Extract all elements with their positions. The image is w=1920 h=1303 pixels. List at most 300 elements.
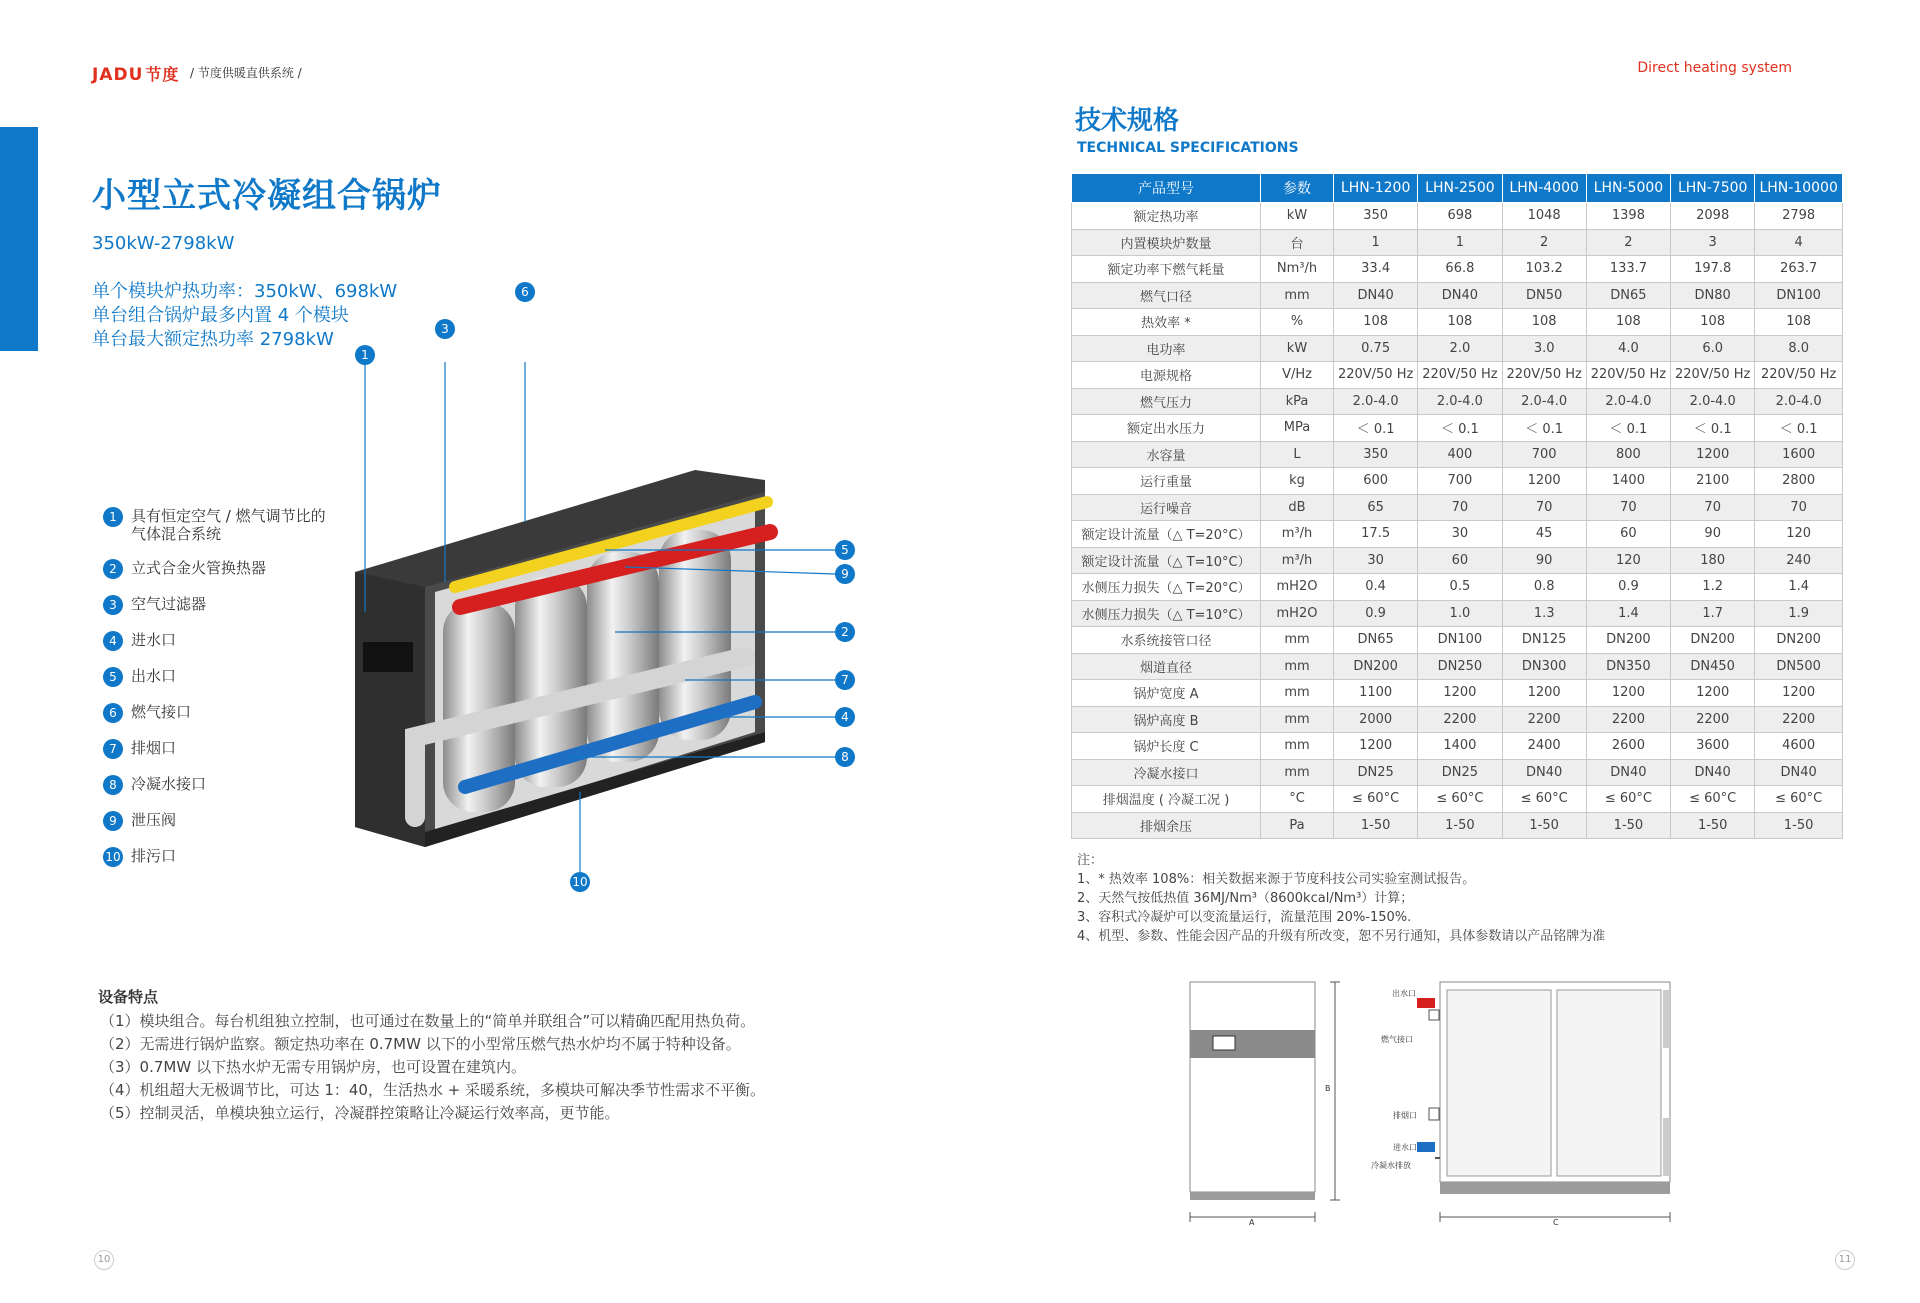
legend-number: 9: [103, 811, 123, 831]
table-cell: DN350: [1586, 653, 1670, 680]
table-cell: 70: [1671, 494, 1755, 521]
table-cell: 66.8: [1418, 256, 1502, 283]
table-cell: 2200: [1671, 706, 1755, 733]
table-header-cell: LHN-5000: [1586, 174, 1670, 203]
table-cell: 263.7: [1755, 256, 1843, 283]
table-cell: 2400: [1502, 733, 1586, 760]
table-cell: 2.0-4.0: [1502, 388, 1586, 415]
table-cell: ≤ 60°C: [1755, 786, 1843, 813]
table-cell: 1100: [1334, 680, 1418, 707]
table-cell: DN40: [1502, 759, 1586, 786]
table-cell: 4: [1755, 229, 1843, 256]
table-cell: 4.0: [1586, 335, 1670, 362]
boiler-illustration: [355, 285, 855, 889]
callout-3: 3: [435, 319, 455, 339]
notes: [1077, 851, 1605, 946]
table-cell: 运行噪音: [1072, 494, 1261, 521]
table-cell: 2100: [1671, 468, 1755, 495]
table-cell: L: [1261, 441, 1334, 468]
label-gas: 燃气接口: [1381, 1035, 1413, 1044]
callout-6: 6: [515, 282, 535, 302]
table-cell: 6.0: [1671, 335, 1755, 362]
table-cell: 0.8: [1502, 574, 1586, 601]
table-cell: 2800: [1755, 468, 1843, 495]
legend-number: 7: [103, 739, 123, 759]
note-line: 注：: [1077, 853, 1104, 868]
table-cell: Pa: [1261, 812, 1334, 839]
legend-number: 1: [103, 507, 123, 527]
label-flue: 排烟口: [1393, 1111, 1417, 1120]
table-cell: kPa: [1261, 388, 1334, 415]
legend-label: 立式合金火管换热器: [131, 559, 267, 577]
table-cell: 1-50: [1418, 812, 1502, 839]
table-cell: 220V/50 Hz: [1334, 362, 1418, 389]
table-row: [1072, 733, 1843, 760]
table-cell: mH2O: [1261, 600, 1334, 627]
table-cell: 内置模块炉数量: [1072, 229, 1261, 256]
legend-label: 进水口: [131, 631, 177, 649]
legend-label: 排污口: [131, 847, 177, 865]
label-outlet: 出水口: [1392, 989, 1416, 998]
table-cell: 45: [1502, 521, 1586, 548]
table-cell: 350: [1334, 203, 1418, 230]
table-cell: 1200: [1502, 680, 1586, 707]
table-cell: mm: [1261, 653, 1334, 680]
table-cell: 120: [1755, 521, 1843, 548]
table-cell: 额定设计流量（△ T=10°C）: [1072, 547, 1261, 574]
table-cell: 220V/50 Hz: [1418, 362, 1502, 389]
callout-4: 4: [835, 707, 855, 727]
table-cell: DN450: [1671, 653, 1755, 680]
table-header-cell: 参数: [1261, 174, 1334, 203]
table-cell: 额定热功率: [1072, 203, 1261, 230]
callout-1: 1: [355, 345, 375, 365]
table-row: [1072, 574, 1843, 601]
table-header-cell: LHN-4000: [1502, 174, 1586, 203]
table-row: [1072, 362, 1843, 389]
legend-number: 8: [103, 775, 123, 795]
table-header-cell: 产品型号: [1072, 174, 1261, 203]
table-cell: 额定设计流量（△ T=20°C）: [1072, 521, 1261, 548]
legend-number: 5: [103, 667, 123, 687]
table-row: [1072, 521, 1843, 548]
spec-summary: [92, 280, 397, 352]
table-header-cell: LHN-10000: [1755, 174, 1843, 203]
table-cell: 1600: [1755, 441, 1843, 468]
table-cell: 烟道直径: [1072, 653, 1261, 680]
table-cell: 1048: [1502, 203, 1586, 230]
table-cell: 水侧压力损失（△ T=10°C）: [1072, 600, 1261, 627]
table-cell: 1.2: [1671, 574, 1755, 601]
table-cell: DN200: [1755, 627, 1843, 654]
legend-label: 燃气接口: [131, 703, 192, 721]
table-cell: 70: [1418, 494, 1502, 521]
table-cell: 2.0-4.0: [1671, 388, 1755, 415]
legend-item: [103, 667, 373, 687]
table-cell: 1398: [1586, 203, 1670, 230]
table-cell: kW: [1261, 335, 1334, 362]
table-cell: 108: [1334, 309, 1418, 336]
table-cell: 电功率: [1072, 335, 1261, 362]
table-cell: 1200: [1334, 733, 1418, 760]
table-header-cell: LHN-7500: [1671, 174, 1755, 203]
callout-9: 9: [835, 564, 855, 584]
table-header-cell: LHN-2500: [1418, 174, 1502, 203]
table-cell: 排烟温度 ( 冷凝工况 ): [1072, 786, 1261, 813]
table-cell: 1.0: [1418, 600, 1502, 627]
table-cell: 2200: [1586, 706, 1670, 733]
legend-number: 10: [103, 847, 123, 867]
legend-label: 泄压阀: [131, 811, 177, 829]
label-condensate: 冷凝水排放: [1371, 1161, 1411, 1170]
table-cell: 60: [1586, 521, 1670, 548]
legend-label: 空气过滤器: [131, 595, 207, 613]
table-cell: 120: [1586, 547, 1670, 574]
table-cell: ≤ 60°C: [1671, 786, 1755, 813]
table-cell: 锅炉长度 C: [1072, 733, 1261, 760]
table-row: [1072, 468, 1843, 495]
table-cell: MPa: [1261, 415, 1334, 442]
table-row: [1072, 600, 1843, 627]
table-cell: 30: [1418, 521, 1502, 548]
table-cell: DN250: [1418, 653, 1502, 680]
table-header-row: [1072, 174, 1843, 203]
table-row: [1072, 653, 1843, 680]
note-line: 1、* 热效率 108%：相关数据来源于节度科技公司实验室测试报告。: [1077, 872, 1476, 887]
legend-label: 冷凝水接口: [131, 775, 207, 793]
table-cell: 0.5: [1418, 574, 1502, 601]
table-cell: ＜ 0.1: [1671, 415, 1755, 442]
table-cell: 65: [1334, 494, 1418, 521]
table-cell: 1.3: [1502, 600, 1586, 627]
table-cell: 1.9: [1755, 600, 1843, 627]
legend-item: [103, 739, 373, 759]
feature-item: （2）无需进行锅炉监察。额定热功率在 0.7MW 以下的小型常压燃气热水炉均不属于特种设备。: [100, 1035, 741, 1053]
table-cell: 30: [1334, 547, 1418, 574]
table-cell: 1400: [1418, 733, 1502, 760]
table-cell: m³/h: [1261, 547, 1334, 574]
table-cell: mm: [1261, 680, 1334, 707]
table-cell: 60: [1418, 547, 1502, 574]
spec-table: [1071, 173, 1843, 839]
table-cell: 70: [1755, 494, 1843, 521]
table-row: [1072, 547, 1843, 574]
label-dim-c: C: [1553, 1218, 1559, 1227]
table-cell: 1200: [1418, 680, 1502, 707]
table-cell: 1-50: [1586, 812, 1670, 839]
table-cell: 70: [1502, 494, 1586, 521]
table-cell: ＜ 0.1: [1502, 415, 1586, 442]
table-cell: 2.0-4.0: [1755, 388, 1843, 415]
table-cell: 电源规格: [1072, 362, 1261, 389]
table-cell: %: [1261, 309, 1334, 336]
legend-item: [103, 507, 373, 543]
table-cell: DN100: [1755, 282, 1843, 309]
table-cell: 燃气口径: [1072, 282, 1261, 309]
table-cell: °C: [1261, 786, 1334, 813]
table-cell: DN40: [1671, 759, 1755, 786]
table-cell: 2600: [1586, 733, 1670, 760]
legend-label: 排烟口: [131, 739, 177, 757]
legend-item: [103, 811, 373, 831]
table-cell: 燃气压力: [1072, 388, 1261, 415]
table-cell: 1-50: [1671, 812, 1755, 839]
feature-item: （5）控制灵活，单模块独立运行，冷凝群控策略让冷凝运行效率高，更节能。: [100, 1104, 620, 1122]
table-cell: DN200: [1586, 627, 1670, 654]
table-row: [1072, 680, 1843, 707]
table-cell: mm: [1261, 282, 1334, 309]
table-cell: DN40: [1755, 759, 1843, 786]
table-cell: mm: [1261, 706, 1334, 733]
spec-line: 单台组合锅炉最多内置 4 个模块: [92, 305, 349, 326]
callout-7: 7: [835, 670, 855, 690]
table-cell: 108: [1755, 309, 1843, 336]
feature-item: （3）0.7MW 以下热水炉无需专用锅炉房，也可设置在建筑内。: [100, 1058, 526, 1076]
table-cell: 2.0: [1418, 335, 1502, 362]
table-row: [1072, 494, 1843, 521]
table-cell: DN25: [1418, 759, 1502, 786]
component-legend: [103, 507, 373, 883]
features-list: [100, 1010, 765, 1125]
table-row: [1072, 229, 1843, 256]
table-cell: 103.2: [1502, 256, 1586, 283]
table-cell: 17.5: [1334, 521, 1418, 548]
table-cell: 33.4: [1334, 256, 1418, 283]
table-cell: 1200: [1671, 680, 1755, 707]
table-row: [1072, 335, 1843, 362]
table-row: [1072, 256, 1843, 283]
table-cell: 1200: [1671, 441, 1755, 468]
table-cell: DN25: [1334, 759, 1418, 786]
table-cell: 水系统接管口径: [1072, 627, 1261, 654]
table-cell: ≤ 60°C: [1418, 786, 1502, 813]
legend-item: [103, 775, 373, 795]
table-cell: 1.4: [1755, 574, 1843, 601]
note-line: 4、机型、参数、性能会因产品的升级有所改变，恕不另行通知，具体参数请以产品铭牌为准: [1077, 929, 1606, 944]
table-cell: 1-50: [1755, 812, 1843, 839]
table-cell: DN500: [1755, 653, 1843, 680]
table-cell: ＜ 0.1: [1334, 415, 1418, 442]
table-cell: 2200: [1502, 706, 1586, 733]
table-cell: 0.9: [1586, 574, 1670, 601]
table-cell: 锅炉宽度 A: [1072, 680, 1261, 707]
table-cell: DN200: [1671, 627, 1755, 654]
table-cell: 180: [1671, 547, 1755, 574]
table-cell: ＜ 0.1: [1755, 415, 1843, 442]
table-cell: 220V/50 Hz: [1502, 362, 1586, 389]
table-cell: DN65: [1586, 282, 1670, 309]
table-cell: 108: [1418, 309, 1502, 336]
legend-item: [103, 703, 373, 723]
accent-bar: [0, 127, 38, 351]
table-cell: kg: [1261, 468, 1334, 495]
table-cell: m³/h: [1261, 521, 1334, 548]
table-header-cell: LHN-1200: [1334, 174, 1418, 203]
callout-8: 8: [835, 747, 855, 767]
table-cell: 220V/50 Hz: [1671, 362, 1755, 389]
table-cell: ≤ 60°C: [1502, 786, 1586, 813]
table-cell: DN200: [1334, 653, 1418, 680]
table-cell: 700: [1502, 441, 1586, 468]
header-right-title: Direct heating system: [1637, 60, 1792, 76]
legend-item: [103, 847, 373, 867]
spec-title: 技术规格: [1075, 106, 1180, 136]
table-cell: 额定出水压力: [1072, 415, 1261, 442]
table-cell: DN125: [1502, 627, 1586, 654]
spec-line: 单台最大额定热功率 2798kW: [92, 329, 334, 350]
table-cell: 800: [1586, 441, 1670, 468]
table-cell: V/Hz: [1261, 362, 1334, 389]
table-cell: mm: [1261, 759, 1334, 786]
table-cell: ＜ 0.1: [1418, 415, 1502, 442]
legend-number: 3: [103, 595, 123, 615]
table-cell: 1-50: [1502, 812, 1586, 839]
note-line: 2、天然气按低热值 36MJ/Nm³（8600kcal/Nm³）计算；: [1077, 891, 1414, 906]
table-cell: DN40: [1586, 759, 1670, 786]
table-cell: ＜ 0.1: [1586, 415, 1670, 442]
table-cell: 2.0-4.0: [1418, 388, 1502, 415]
page-title: 小型立式冷凝组合锅炉: [92, 176, 442, 216]
table-cell: ≤ 60°C: [1334, 786, 1418, 813]
breadcrumb: / 节度供暖直供系统 /: [190, 66, 302, 80]
feature-item: （4）机组超大无极调节比，可达 1：40，生活热水 + 采暖系统，多模块可解决季节性需求不平衡。: [100, 1081, 766, 1099]
table-cell: mm: [1261, 627, 1334, 654]
table-cell: 1: [1418, 229, 1502, 256]
table-cell: 锅炉高度 B: [1072, 706, 1261, 733]
label-dim-b: B: [1325, 1084, 1331, 1093]
table-cell: 350: [1334, 441, 1418, 468]
features-title: 设备特点: [98, 988, 159, 1006]
table-cell: 1.7: [1671, 600, 1755, 627]
table-cell: 8.0: [1755, 335, 1843, 362]
table-cell: 108: [1586, 309, 1670, 336]
table-cell: 90: [1671, 521, 1755, 548]
table-cell: 1-50: [1334, 812, 1418, 839]
table-cell: 1: [1334, 229, 1418, 256]
table-cell: 1.4: [1586, 600, 1670, 627]
table-cell: 额定功率下燃气耗量: [1072, 256, 1261, 283]
legend-number: 4: [103, 631, 123, 651]
table-cell: DN40: [1418, 282, 1502, 309]
brand-logo: JADU 节度: [92, 65, 180, 85]
table-cell: 133.7: [1586, 256, 1670, 283]
table-row: [1072, 706, 1843, 733]
table-cell: 3.0: [1502, 335, 1586, 362]
legend-label: 具有恒定空气 / 燃气调节比的 气体混合系统: [131, 507, 326, 543]
table-cell: dB: [1261, 494, 1334, 521]
feature-item: （1）模块组合。每台机组独立控制，也可通过在数量上的“简单并联组合”可以精确匹配用热负荷。: [100, 1012, 756, 1030]
note-line: 3、容积式冷凝炉可以变流量运行，流量范围 20%-150%.: [1077, 910, 1412, 925]
table-cell: 1200: [1502, 468, 1586, 495]
table-row: [1072, 786, 1843, 813]
power-range: 350kW-2798kW: [92, 233, 235, 254]
table-cell: 台: [1261, 229, 1334, 256]
table-cell: 0.4: [1334, 574, 1418, 601]
table-cell: 698: [1418, 203, 1502, 230]
table-cell: 排烟余压: [1072, 812, 1261, 839]
table-cell: 2: [1586, 229, 1670, 256]
table-cell: kW: [1261, 203, 1334, 230]
table-cell: 2798: [1755, 203, 1843, 230]
label-dim-a: A: [1249, 1218, 1255, 1227]
table-cell: 2200: [1418, 706, 1502, 733]
label-inlet: 进水口: [1393, 1143, 1417, 1152]
page-number-left: 10: [94, 1250, 114, 1270]
page-number-right: 11: [1835, 1250, 1855, 1270]
boiler-drawing: [355, 362, 855, 882]
table-cell: 220V/50 Hz: [1755, 362, 1843, 389]
table-cell: 热效率 *: [1072, 309, 1261, 336]
callout-2: 2: [835, 622, 855, 642]
table-row: [1072, 812, 1843, 839]
table-row: [1072, 203, 1843, 230]
table-cell: 2.0-4.0: [1586, 388, 1670, 415]
table-cell: 2000: [1334, 706, 1418, 733]
legend-item: [103, 631, 373, 651]
table-cell: 水容量: [1072, 441, 1261, 468]
table-cell: Nm³/h: [1261, 256, 1334, 283]
table-cell: 220V/50 Hz: [1586, 362, 1670, 389]
spec-subtitle: TECHNICAL SPECIFICATIONS: [1077, 140, 1299, 156]
table-cell: 4600: [1755, 733, 1843, 760]
table-cell: 2.0-4.0: [1334, 388, 1418, 415]
table-cell: 700: [1418, 468, 1502, 495]
table-cell: 运行重量: [1072, 468, 1261, 495]
table-cell: 3: [1671, 229, 1755, 256]
table-cell: DN80: [1671, 282, 1755, 309]
table-row: [1072, 441, 1843, 468]
table-cell: 3600: [1671, 733, 1755, 760]
legend-item: [103, 595, 373, 615]
legend-number: 2: [103, 559, 123, 579]
table-cell: 240: [1755, 547, 1843, 574]
table-cell: 0.75: [1334, 335, 1418, 362]
table-row: [1072, 282, 1843, 309]
table-cell: 90: [1502, 547, 1586, 574]
table-cell: DN100: [1418, 627, 1502, 654]
table-cell: 2098: [1671, 203, 1755, 230]
table-cell: 冷凝水接口: [1072, 759, 1261, 786]
table-cell: 0.9: [1334, 600, 1418, 627]
table-row: [1072, 415, 1843, 442]
table-cell: 1200: [1586, 680, 1670, 707]
table-cell: DN50: [1502, 282, 1586, 309]
table-cell: DN40: [1334, 282, 1418, 309]
legend-label: 出水口: [131, 667, 177, 685]
table-cell: 2200: [1755, 706, 1843, 733]
table-cell: 108: [1671, 309, 1755, 336]
table-cell: 2: [1502, 229, 1586, 256]
dimension-drawings: [1185, 972, 1705, 1232]
table-cell: 197.8: [1671, 256, 1755, 283]
table-cell: 70: [1586, 494, 1670, 521]
table-cell: 1400: [1586, 468, 1670, 495]
table-row: [1072, 627, 1843, 654]
table-row: [1072, 388, 1843, 415]
table-cell: 600: [1334, 468, 1418, 495]
table-row: [1072, 759, 1843, 786]
legend-item: [103, 559, 373, 579]
legend-number: 6: [103, 703, 123, 723]
table-cell: 水侧压力损失（△ T=20°C）: [1072, 574, 1261, 601]
table-row: [1072, 309, 1843, 336]
table-cell: 108: [1502, 309, 1586, 336]
table-cell: DN300: [1502, 653, 1586, 680]
table-cell: DN65: [1334, 627, 1418, 654]
table-cell: mH2O: [1261, 574, 1334, 601]
table-cell: 400: [1418, 441, 1502, 468]
table-cell: 1200: [1755, 680, 1843, 707]
